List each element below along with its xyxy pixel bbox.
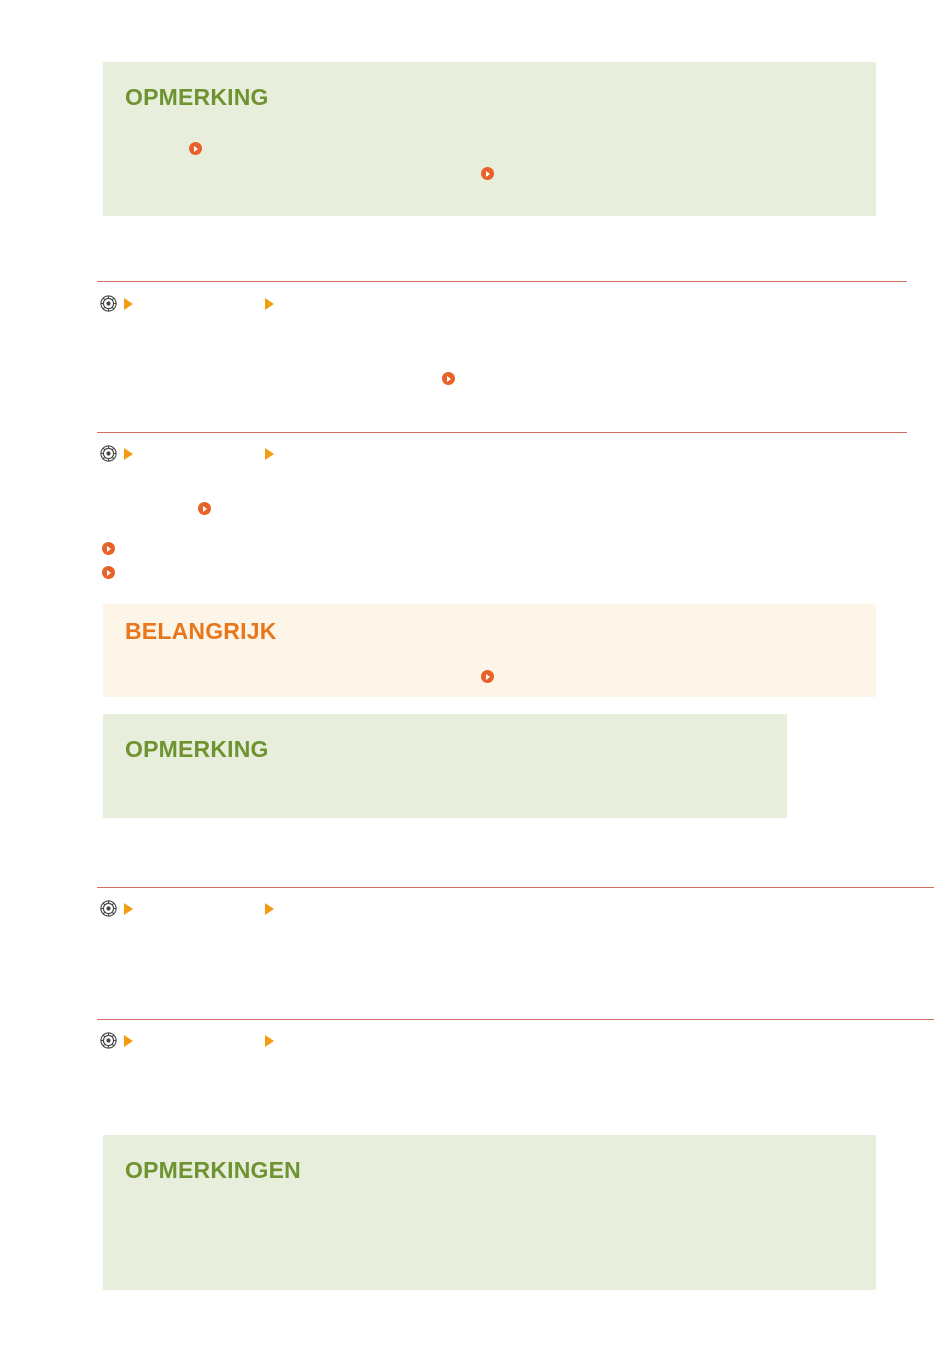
callout-note-2 [103, 714, 787, 818]
play-circle-icon [198, 502, 211, 515]
callout-note-3 [103, 1135, 876, 1290]
link-mark-4[interactable] [198, 502, 217, 515]
play-circle-icon [102, 566, 115, 579]
section-divider-1 [97, 281, 907, 282]
play-circle-icon [481, 670, 494, 683]
chevron-right-icon [265, 298, 274, 310]
gear-icon [100, 900, 117, 917]
callout-important-1 [103, 604, 876, 697]
chevron-right-icon [265, 1035, 274, 1047]
section-divider-3 [97, 887, 934, 888]
callout-note-1 [103, 62, 876, 216]
link-mark-3[interactable] [442, 372, 461, 385]
gear-icon [100, 295, 117, 312]
section-divider-4 [97, 1019, 934, 1020]
chevron-right-icon [124, 298, 133, 310]
link-mark-1[interactable] [189, 142, 208, 155]
setting-row-4[interactable] [100, 1032, 282, 1049]
play-circle-icon [442, 372, 455, 385]
callout-title: OPMERKING [125, 736, 269, 762]
setting-row-1[interactable] [100, 295, 282, 312]
chevron-right-icon [124, 903, 133, 915]
setting-row-2[interactable] [100, 445, 282, 462]
link-mark-7[interactable] [481, 670, 500, 683]
link-mark-5[interactable] [102, 542, 121, 555]
setting-row-3[interactable] [100, 900, 282, 917]
link-mark-6[interactable] [102, 566, 121, 579]
play-circle-icon [102, 542, 115, 555]
section-divider-2 [97, 432, 907, 433]
gear-icon [100, 1032, 117, 1049]
callout-title: BELANGRIJK [125, 618, 277, 644]
chevron-right-icon [124, 1035, 133, 1047]
chevron-right-icon [265, 448, 274, 460]
play-circle-icon [189, 142, 202, 155]
chevron-right-icon [265, 903, 274, 915]
callout-title: OPMERKING [125, 84, 269, 110]
callout-title: OPMERKINGEN [125, 1157, 301, 1183]
link-mark-2[interactable] [481, 167, 500, 180]
play-circle-icon [481, 167, 494, 180]
gear-icon [100, 445, 117, 462]
chevron-right-icon [124, 448, 133, 460]
